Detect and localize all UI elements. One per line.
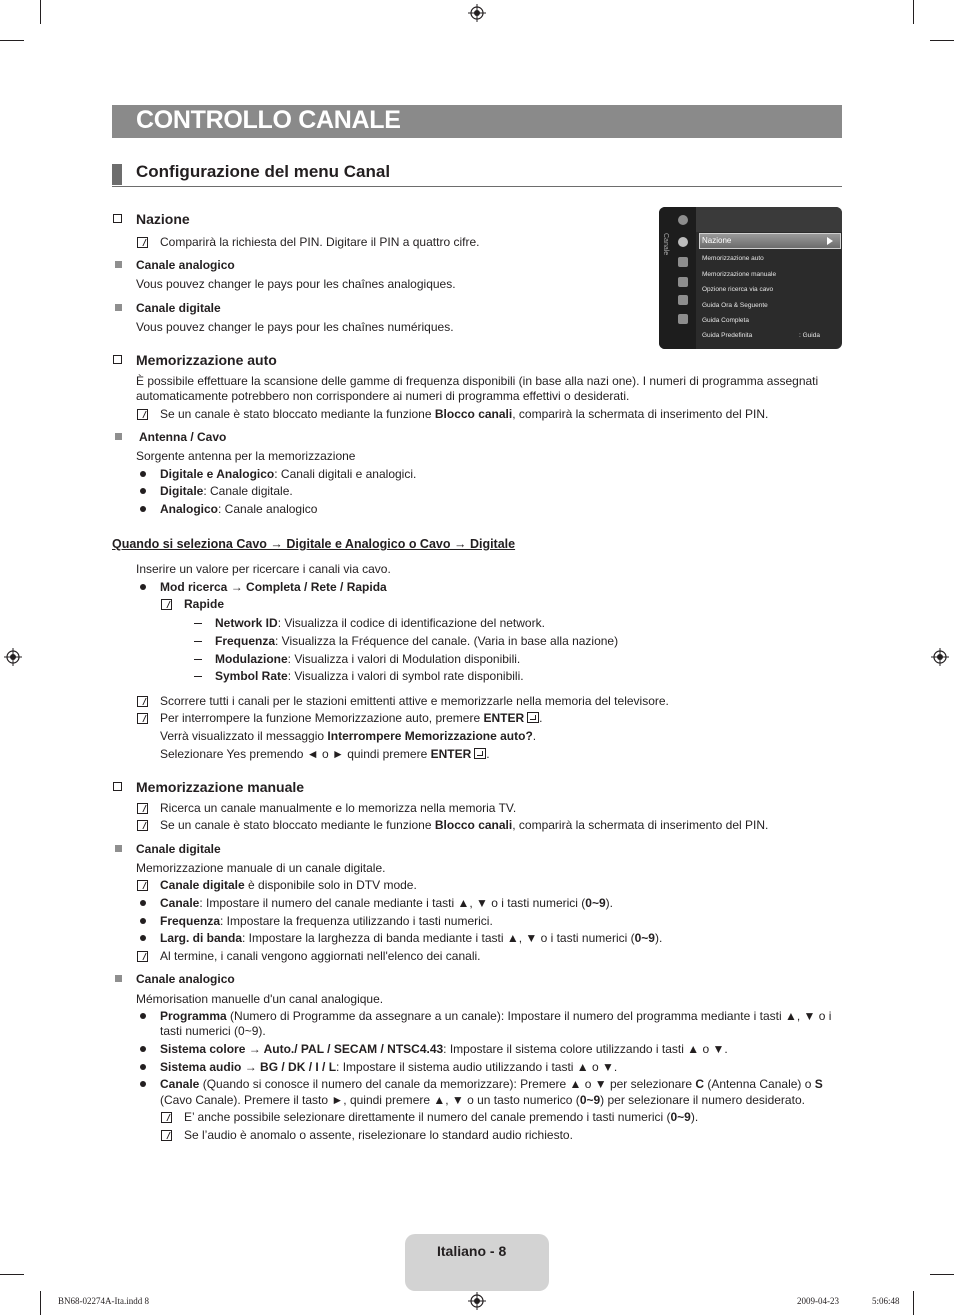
menu-item: Memorizzazione manuale	[702, 271, 777, 278]
dash-icon	[194, 659, 202, 660]
body-text: Memorizzazione manuale di un canale digitale.	[136, 861, 386, 875]
subsection-heading: Quando si seleziona Cavo → Digitale e Analogico o Cavo → Digitale	[112, 537, 516, 551]
note-text: Selezionare Yes premendo ◄ o ► quindi premere ENTER .	[160, 747, 490, 761]
page-title-bar	[112, 105, 842, 138]
subheading: Antenna / Cavo	[139, 430, 227, 444]
menu-item: Guida Predefinita	[702, 332, 753, 339]
note-icon	[137, 951, 148, 962]
checkbox-icon	[113, 782, 122, 791]
note-icon	[161, 1112, 172, 1123]
note-icon	[137, 696, 148, 707]
note-text: E’ anche possibile selezionare direttamente il numero del canale premendo i tasti numerici (0~9).	[184, 1110, 699, 1124]
note-icon	[137, 803, 148, 814]
note-icon	[137, 713, 148, 724]
bullet-text: Sistema audio → BG / DK / I / L: Impostare il sistema audio utilizzando i tasti ▲ o ▼.	[160, 1060, 618, 1074]
square-bullet-icon	[115, 261, 122, 268]
menu-item: Memorizzazione auto	[702, 255, 764, 262]
bullet-icon	[140, 488, 146, 494]
heading-manuale: Memorizzazione manuale	[136, 779, 305, 795]
bullet-icon	[140, 900, 146, 906]
checkbox-icon	[113, 214, 122, 223]
enter-icon	[474, 748, 486, 759]
crop-mark	[913, 1291, 914, 1315]
registration-mark-icon	[931, 648, 949, 666]
menu-topbar	[696, 207, 842, 232]
note-icon	[137, 409, 148, 420]
subheading: Canale digitale	[136, 842, 221, 856]
menu-item-value: : Guida	[799, 332, 820, 339]
dash-text: Network ID: Visualizza il codice di identificazione del network.	[215, 616, 545, 630]
note-text: Verrà visualizzato il messaggio Interrompere Memorizzazione auto?.	[160, 729, 537, 743]
bullet-icon	[140, 1064, 146, 1070]
note-icon	[137, 237, 148, 248]
bullet-text: Frequenza: Impostare la frequenza utilizzando i tasti numerici.	[160, 914, 493, 928]
section-rule	[112, 186, 842, 187]
section-marker	[112, 164, 122, 185]
square-bullet-icon	[115, 845, 122, 852]
note-text: Per interrompere la funzione Memorizzazione auto, premere ENTER .	[160, 711, 543, 725]
checkbox-icon	[113, 355, 122, 364]
bullet-icon	[140, 1046, 146, 1052]
dash-icon	[194, 641, 202, 642]
registration-mark-icon	[468, 1292, 486, 1310]
crop-mark	[40, 1291, 41, 1315]
footer-file: BN68-02274A-Ita.indd 8	[58, 1296, 149, 1306]
bullet-text: Analogico: Canale analogico	[160, 502, 318, 516]
bullet-text: Larg. di banda: Impostare la larghezza di banda mediante i tasti ▲, ▼ o i tasti numerici (0~9).	[160, 931, 663, 945]
menu-item: Opzione ricerca via cavo	[702, 286, 774, 293]
bullet-icon	[140, 1081, 146, 1087]
note-text: Ricerca un canale manualmente e lo memorizza nella memoria TV.	[160, 801, 517, 815]
square-bullet-icon	[115, 975, 122, 982]
channel-icon	[678, 237, 688, 247]
crop-mark	[930, 1274, 954, 1275]
bullet-icon	[140, 935, 146, 941]
support-icon	[678, 314, 688, 324]
footer-time: 5:06:48	[872, 1296, 900, 1306]
crop-mark	[40, 0, 41, 24]
crop-mark	[930, 40, 954, 41]
bullet-text: Mod ricerca → Completa / Rete / Rapida	[160, 580, 387, 594]
bullet-icon	[140, 918, 146, 924]
bullet-text: Digitale: Canale digitale.	[160, 484, 293, 498]
note-icon	[137, 880, 148, 891]
bullet-text: Canale (Quando si conosce il numero del canale da memorizzare): Premere ▲ o ▼ per selezionare C (Antenna Canale) o S	[160, 1077, 823, 1091]
note-text: Se un canale è stato bloccato mediante la funzione Blocco canali, comparirà la schermata di inserimento del PIN.	[160, 407, 769, 421]
subheading: Canale digitale	[136, 301, 221, 315]
bullet-text: (Cavo Canale). Premere il tasto ►, quindi premere ▲, ▼ o un tasto numerico (0~9) per selezionare il numero desiderato.	[160, 1093, 805, 1107]
body-text: Vous pouvez changer le pays pour les chaînes analogiques.	[136, 277, 456, 291]
note-text: Al termine, i canali vengono aggiornati nell'elenco dei canali.	[160, 949, 481, 963]
note-icon	[161, 599, 172, 610]
menu-side-label: Canale	[662, 233, 669, 256]
bullet-text: Sistema colore → Auto./ PAL / SECAM / NTSC4.43: Impostare il sistema colore utilizzando i tasti ▲ o ▼.	[160, 1042, 728, 1056]
page-title: CONTROLLO CANALE	[136, 106, 401, 134]
bullet-text: Canale: Impostare il numero del canale mediante i tasti ▲, ▼ o i tasti numerici (0~9).	[160, 896, 613, 910]
menu-item-nazione: Nazione	[702, 236, 732, 245]
note-icon	[161, 1130, 172, 1141]
note-text: Rapide	[184, 597, 225, 611]
page-number-tab	[405, 1234, 549, 1291]
crop-mark	[913, 0, 914, 24]
dash-icon	[194, 623, 202, 624]
crop-mark	[0, 1274, 24, 1275]
footer-date: 2009-04-23	[797, 1296, 839, 1306]
body-text: Inserire un valore per ricercare i canali via cavo.	[136, 562, 391, 576]
subheading: Canale analogico	[136, 972, 235, 986]
bullet-text: Programma (Numero di Programme da assegnare a un canale): Impostare il numero del programma mediante i tasti ▲, ▼ o i tasti numerici (0~9).	[160, 1009, 832, 1038]
note-text: Se un canale è stato bloccato mediante le funzione Blocco canali, comparirà la schermata di inserimento del PIN.	[160, 818, 769, 832]
dash-icon	[194, 676, 202, 677]
menu-item: Guida Ora & Seguente	[702, 302, 768, 309]
note-text: Comparirà la richiesta del PIN. Digitare il PIN a quattro cifre.	[160, 235, 480, 249]
bullet-icon	[140, 1013, 146, 1019]
subheading: Canale analogico	[136, 258, 235, 272]
bullet-text: Digitale e Analogico: Canali digitali e analogici.	[160, 467, 417, 481]
dash-text: Modulazione: Visualizza i valori di Modulation disponibili.	[215, 652, 521, 666]
note-icon	[137, 820, 148, 831]
body-text: Sorgente antenna per la memorizzazione	[136, 449, 356, 463]
crop-mark	[0, 40, 24, 41]
setup-icon	[678, 257, 688, 267]
heading-auto: Memorizzazione auto	[136, 352, 277, 368]
enter-icon	[527, 712, 539, 723]
bullet-icon	[140, 471, 146, 477]
note-text: Canale digitale è disponibile solo in DTV mode.	[160, 878, 417, 892]
menu-item: Guida Completa	[702, 317, 749, 324]
heading-nazione: Nazione	[136, 211, 190, 227]
section-title: Configurazione del menu Canal	[136, 162, 391, 181]
dash-text: Symbol Rate: Visualizza i valori di symbol rate disponibili.	[215, 669, 524, 683]
body-text: È possibile effettuare la scansione delle gamme di frequenza disponibili (in base alla nazi one). I numeri di programma assegnati automaticamente potrebbero non corrispondere ai numeri di programma effettivi o desiderati.	[136, 374, 819, 403]
bullet-icon	[140, 584, 146, 590]
input-icon	[678, 277, 688, 287]
dash-text: Frequenza: Visualizza la Fréquence del canale. (Varia in base alla nazione)	[215, 634, 619, 648]
square-bullet-icon	[115, 433, 122, 440]
bullet-icon	[140, 506, 146, 512]
note-text: Se l’audio è anomalo o assente, riselezionare lo standard audio richiesto.	[184, 1128, 573, 1142]
body-text: Vous pouvez changer le pays pour les chaînes numériques.	[136, 320, 454, 334]
registration-mark-icon	[468, 4, 486, 22]
menu-screenshot	[659, 207, 842, 349]
note-text: Scorrere tutti i canali per le stazioni emittenti attive e memorizzarle nella memoria del televisore.	[160, 694, 669, 708]
right-arrow-icon	[827, 237, 833, 245]
page-number: Italiano - 8	[437, 1243, 507, 1259]
registration-mark-icon	[4, 648, 22, 666]
application-icon	[678, 295, 688, 305]
picture-icon	[678, 215, 688, 225]
square-bullet-icon	[115, 304, 122, 311]
body-text: Mémorisation manuelle d'un canal analogique.	[136, 992, 384, 1006]
